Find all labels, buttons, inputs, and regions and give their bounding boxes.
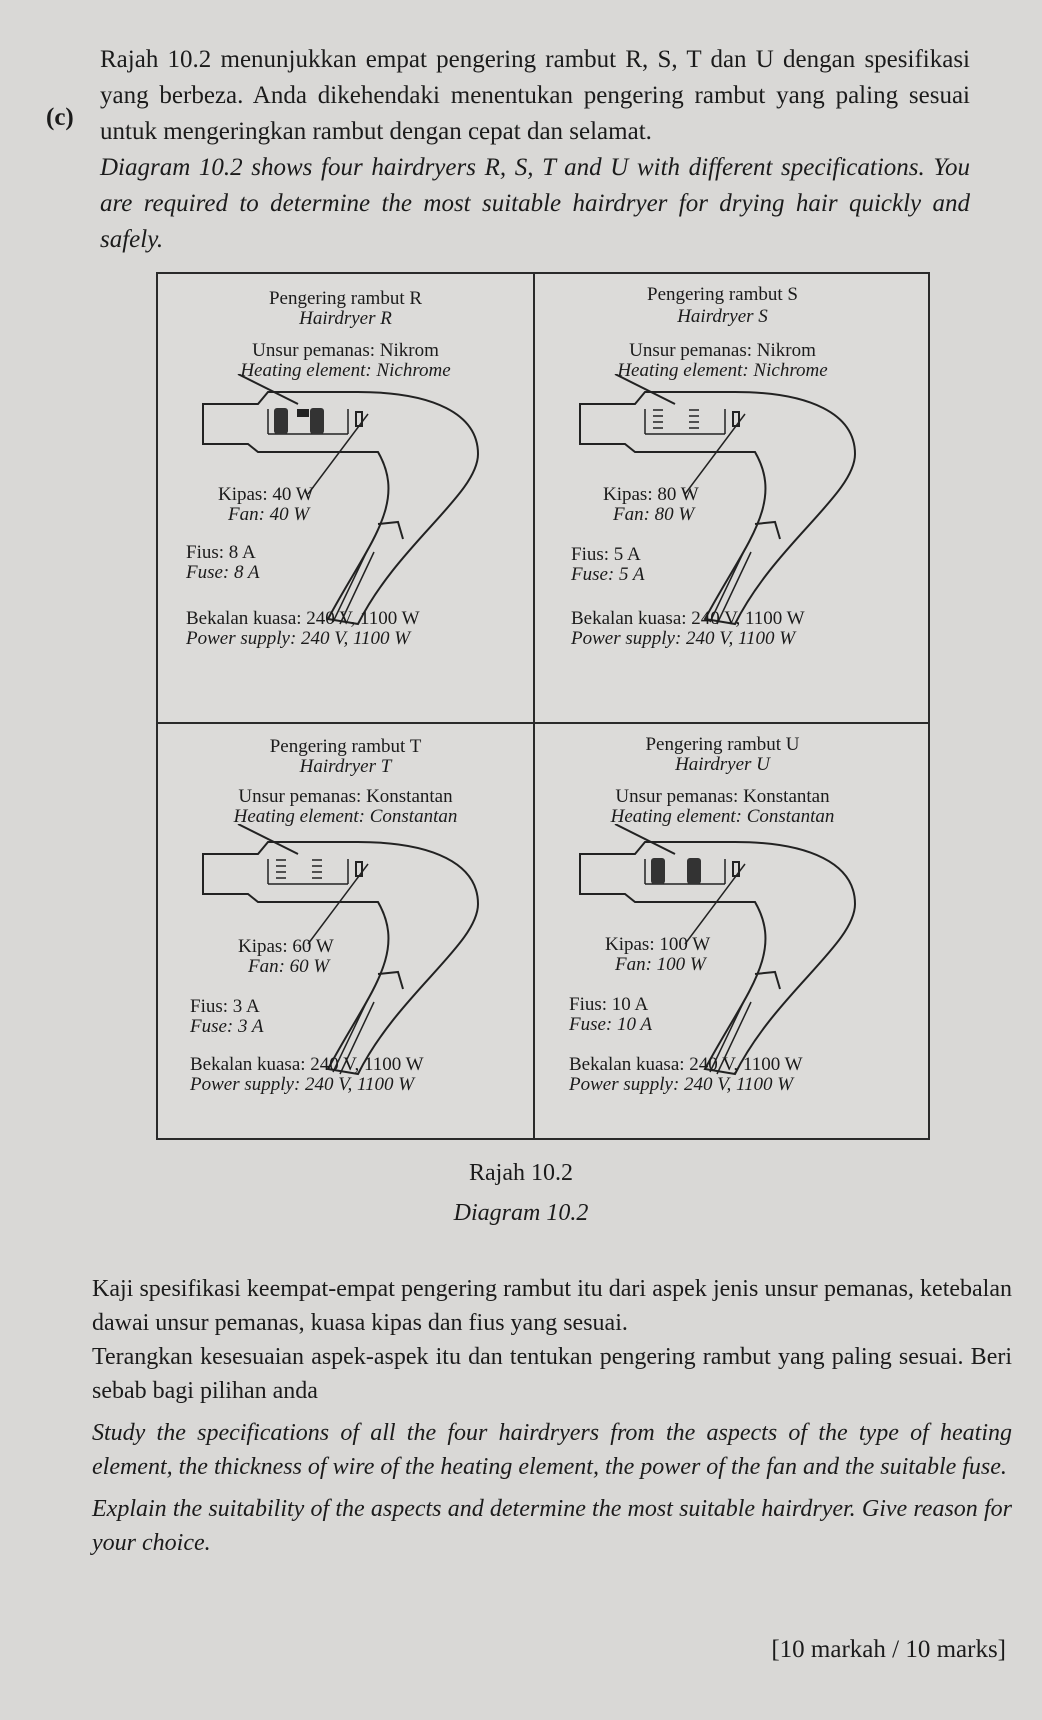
fan-ms: Kipas: 60 W xyxy=(238,936,334,957)
element-en: Heating element: Constantan xyxy=(610,806,835,827)
panel-title-ms: Pengering rambut U xyxy=(645,734,800,755)
fuse-ms: Fius: 5 A xyxy=(571,544,641,565)
fuse-en: Fuse: 8 A xyxy=(186,562,260,583)
element-en: Heating element: Constantan xyxy=(233,806,458,827)
fan-ms: Kipas: 40 W xyxy=(218,484,314,505)
caption-english: Diagram 10.2 xyxy=(453,1200,589,1226)
supply-en: Power supply: 240 V, 1100 W xyxy=(571,628,796,649)
supply-en: Power supply: 240 V, 1100 W xyxy=(190,1074,415,1095)
question-intro xyxy=(100,42,970,258)
panel-title-en: Hairdryer S xyxy=(677,306,768,327)
panel-title-ms: Pengering rambut T xyxy=(269,736,422,757)
fan-en: Fan: 60 W xyxy=(248,956,330,977)
fuse-ms: Fius: 10 A xyxy=(569,994,649,1015)
task-english-2: Explain the suitability of the aspects and determine the most suitable hairdryer. Give reason for your choice. xyxy=(92,1496,1012,1556)
hairdryer-t-panel xyxy=(158,724,533,1156)
panel-title-ms: Pengering rambut R xyxy=(268,288,423,309)
fan-en: Fan: 80 W xyxy=(613,504,695,525)
heating-coil-thin xyxy=(276,860,322,878)
question-label: (c) xyxy=(46,104,74,131)
supply-ms: Bekalan kuasa: 240 V, 1100 W xyxy=(186,608,420,629)
task-malay-2: Terangkan kesesuaian aspek-aspek itu dan tentukan pengering rambut yang paling sesuai. Beri sebab bagi pilihan anda xyxy=(92,1344,1012,1404)
task-english xyxy=(92,1416,1012,1560)
fuse-en: Fuse: 3 A xyxy=(190,1016,264,1037)
panel-title-en: Hairdryer R xyxy=(299,308,392,329)
hairdryer-r-panel xyxy=(158,274,533,706)
supply-ms: Bekalan kuasa: 240 V, 1100 W xyxy=(190,1054,424,1075)
heating-coil-thin xyxy=(653,410,699,428)
heating-coil-thick xyxy=(651,858,701,884)
supply-en: Power supply: 240 V, 1100 W xyxy=(186,628,411,649)
fan-en: Fan: 100 W xyxy=(615,954,706,975)
intro-english: Diagram 10.2 shows four hairdryers R, S, T and U with different specifications. You are required to determine the most suitable hairdryer for drying hair quickly and safely. xyxy=(100,154,970,253)
hairdryer-u-panel xyxy=(535,724,910,1156)
intro-malay: Rajah 10.2 menunjukkan empat pengering rambut R, S, T dan U dengan spesifikasi yang berbeza. Anda dikehendaki menentukan pengering rambut yang paling sesuai untuk mengeringkan rambut dengan cepat dan selamat. xyxy=(100,46,970,145)
element-en: Heating element: Nichrome xyxy=(240,360,451,381)
fan-en: Fan: 40 W xyxy=(228,504,310,525)
hairdryer-diagram xyxy=(156,272,930,1140)
fuse-en: Fuse: 10 A xyxy=(569,1014,653,1035)
panel-title-en: Hairdryer U xyxy=(675,754,770,775)
panel-title-ms: Pengering rambut S xyxy=(647,284,798,305)
task-malay-1: Kaji spesifikasi keempat-empat pengering rambut itu dari aspek jenis unsur pemanas, ketebalan dawai unsur pemanas, kuasa kipas dan fius yang sesuai. xyxy=(92,1276,1012,1336)
fuse-en: Fuse: 5 A xyxy=(571,564,645,585)
supply-en: Power supply: 240 V, 1100 W xyxy=(569,1074,794,1095)
task-malay xyxy=(92,1272,1012,1408)
marks-label: [10 markah / 10 marks] xyxy=(771,1636,1006,1663)
supply-ms: Bekalan kuasa: 240 V, 1100 W xyxy=(569,1054,803,1075)
element-ms: Unsur pemanas: Konstantan xyxy=(615,786,830,807)
fan-ms: Kipas: 80 W xyxy=(603,484,699,505)
element-en: Heating element: Nichrome xyxy=(617,360,828,381)
element-ms: Unsur pemanas: Konstantan xyxy=(238,786,453,807)
caption-malay: Rajah 10.2 xyxy=(469,1160,573,1186)
fuse-ms: Fius: 8 A xyxy=(186,542,256,563)
hairdryer-s-panel xyxy=(535,274,910,706)
panel-title-en: Hairdryer T xyxy=(299,756,392,777)
element-ms: Unsur pemanas: Nikrom xyxy=(252,340,439,361)
fuse-ms: Fius: 3 A xyxy=(190,996,260,1017)
supply-ms: Bekalan kuasa: 240 V, 1100 W xyxy=(571,608,805,629)
task-english-1: Study the specifications of all the four hairdryers from the aspects of the type of heating element, the thickness of wire of the heating element, the power of the fan and the suitable fuse. xyxy=(92,1420,1012,1480)
element-ms: Unsur pemanas: Nikrom xyxy=(629,340,816,361)
fan-ms: Kipas: 100 W xyxy=(605,934,711,955)
